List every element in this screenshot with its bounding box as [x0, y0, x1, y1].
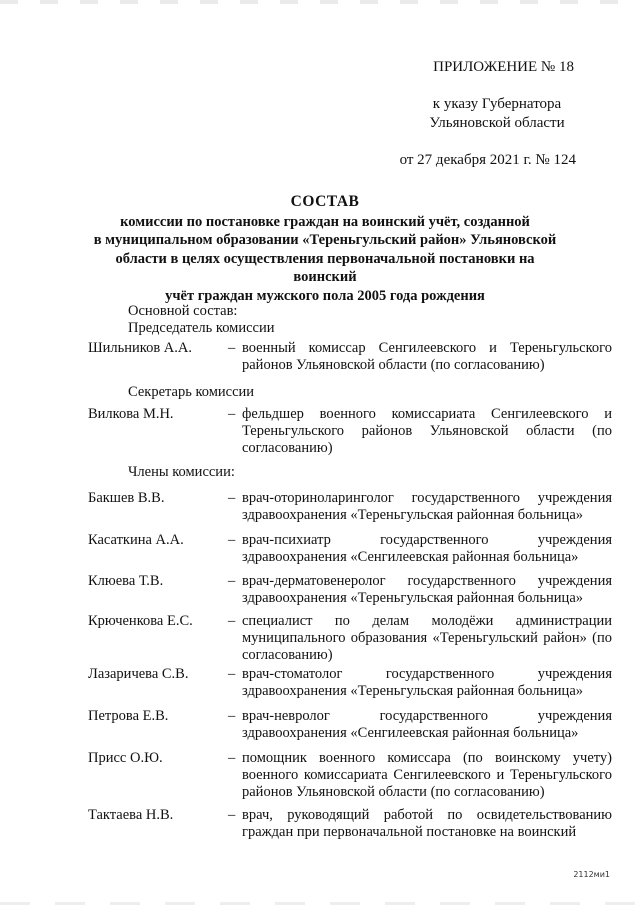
member-dash: –	[228, 750, 236, 766]
member-name: Вилкова М.Н.	[88, 406, 174, 422]
member-position: фельдшер военного комиссариата Сенгилеевского и Тереньгульского районов Ульяновской области (по согласованию)	[242, 406, 612, 456]
member-name: Касаткина А.А.	[88, 532, 184, 548]
decree-reference	[422, 95, 572, 133]
title-line-4: учёт граждан мужского пола 2005 года рождения	[165, 287, 485, 304]
document-title	[90, 193, 560, 305]
member-name: Лазаричева С.В.	[88, 666, 189, 682]
member-dash: –	[228, 490, 236, 506]
appendix-number: ПРИЛОЖЕНИЕ № 18	[433, 59, 574, 75]
member-dash: –	[228, 406, 236, 422]
member-position: врач-психиатр государственного учреждения здравоохранения «Сенгилеевская районная больница»	[242, 532, 612, 565]
title-heading: СОСТАВ	[290, 193, 360, 210]
member-row	[88, 807, 612, 841]
member-row	[88, 532, 612, 566]
member-position: врач, руководящий работой по освидетельствованию граждан при первоначальной постановке на воинский	[242, 807, 612, 840]
ref-line-1: к указу Губернатора	[432, 96, 562, 112]
member-dash: –	[228, 708, 236, 724]
section-secretary: Секретарь комиссии	[128, 384, 255, 400]
member-dash: –	[228, 532, 236, 548]
member-name: Клюева Т.В.	[88, 573, 164, 589]
member-dash: –	[228, 613, 236, 629]
member-name: Тактаева Н.В.	[88, 807, 174, 823]
member-name: Присс О.Ю.	[88, 750, 163, 766]
member-position: врач-невролог государственного учреждения здравоохранения «Сенгилеевская районная больница»	[242, 708, 612, 741]
member-row	[88, 340, 612, 374]
member-row	[88, 573, 612, 607]
member-row	[88, 490, 612, 524]
member-position: военный комиссар Сенгилеевского и Тереньгульского районов Ульяновской области (по согласованию)	[242, 340, 612, 373]
member-name: Крюченкова Е.С.	[88, 613, 193, 629]
member-name: Петрова Е.В.	[88, 708, 169, 724]
section-members: Члены комиссии:	[128, 464, 235, 480]
member-name: Шильников А.А.	[88, 340, 192, 356]
member-dash: –	[228, 666, 236, 682]
member-position: специалист по делам молодёжи администрации муниципального образования «Тереньгульский район» (по согласованию)	[242, 613, 612, 663]
member-row	[88, 750, 612, 801]
decree-date: от 27 декабря 2021 г. № 124	[399, 152, 576, 168]
title-line-1: комиссии по постановке граждан на воинский учёт, созданной	[120, 213, 530, 230]
footer-code: 2112ми1	[573, 870, 610, 879]
title-line-2: в муниципальном образовании «Тереньгульский район» Ульяновской	[93, 232, 557, 248]
member-row	[88, 406, 612, 457]
member-dash: –	[228, 807, 236, 823]
member-position: врач-стоматолог государственного учреждения здравоохранения «Тереньгульская районная больница»	[242, 666, 612, 699]
member-position: врач-дерматовенеролог государственного учреждения здравоохранения «Тереньгульская районная больница»	[242, 573, 612, 606]
member-row	[88, 666, 612, 700]
member-row	[88, 613, 612, 664]
document-header	[400, 58, 576, 170]
member-position: врач-оториноларинголог государственного учреждения здравоохранения «Тереньгульская районная больница»	[242, 490, 612, 523]
member-dash: –	[228, 573, 236, 589]
section-main: Основной состав:	[128, 303, 238, 319]
scan-edge-top	[0, 0, 640, 4]
member-position: помощник военного комиссара (по воинскому учету) военного комиссариата Сенгилеевского и Тереньгульского районов Ульяновской области (по согласованию)	[242, 750, 612, 800]
member-dash: –	[228, 340, 236, 356]
section-chairman: Председатель комиссии	[128, 320, 275, 336]
member-row	[88, 708, 612, 742]
title-line-3: области в целях осуществления первоначальной постановки на воинский	[115, 250, 535, 285]
ref-line-2: Ульяновской области	[429, 115, 565, 131]
member-name: Бакшев В.В.	[88, 490, 165, 506]
